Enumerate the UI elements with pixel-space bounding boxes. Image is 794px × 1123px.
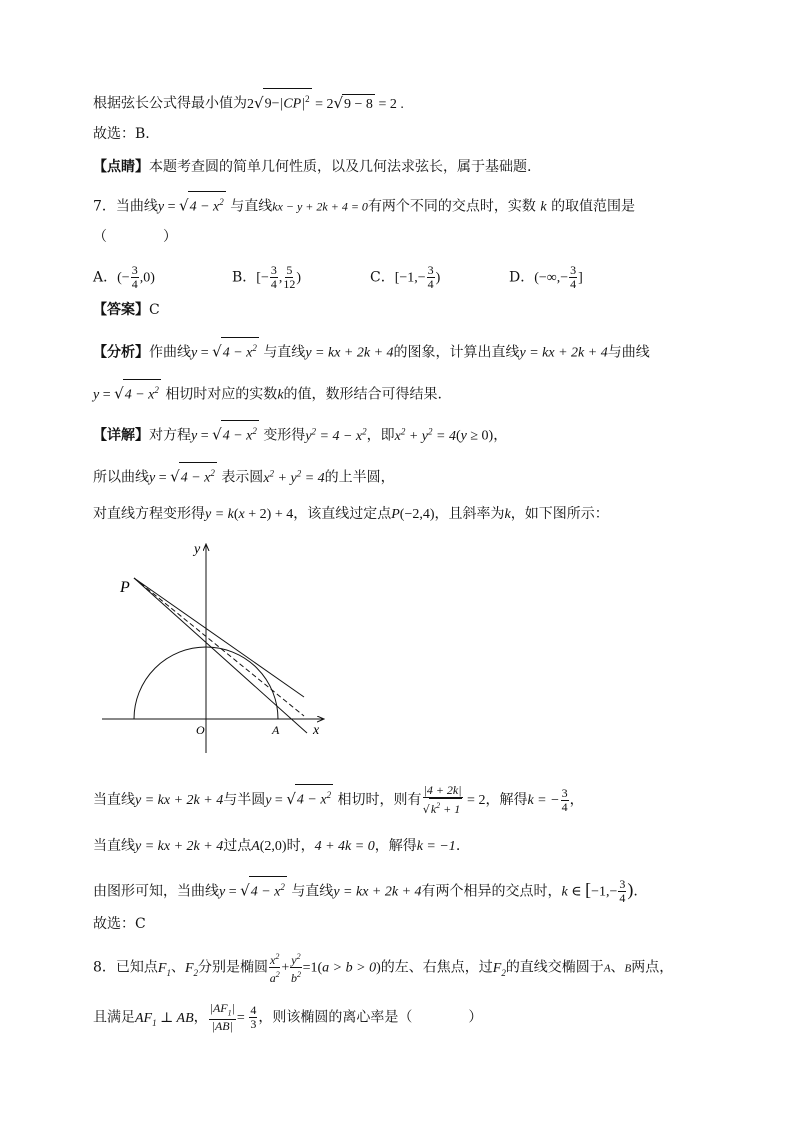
text: ，即	[366, 427, 395, 444]
text: 作曲线	[149, 344, 191, 361]
text: 对方程	[149, 427, 191, 444]
text: ，	[193, 1009, 208, 1026]
question-7-paren	[93, 227, 177, 247]
text: 相切时对应的实数	[165, 386, 278, 403]
chord-length-line	[93, 88, 404, 115]
text: ，	[493, 427, 508, 444]
question-8-line-1: 8．已知点$F_1$、$F_2$分别是椭圆 $\frac{x^2}{a^2}$ + $\frac{y^2}{b^2}$ =1(a > b > 0)的左、右焦点，过$F_2$的直线交椭圆于A、B两点，	[93, 952, 674, 985]
answer-value: C	[149, 302, 160, 318]
detail-line-7	[93, 914, 146, 934]
comment-line	[93, 157, 531, 177]
formula: $2√9-|CP|^2 = 2√9 - 8 = 2$ .	[247, 97, 404, 112]
text: 的上半圆，	[324, 469, 395, 486]
text: ，该直线过定点	[293, 506, 392, 522]
text: ，解得	[374, 838, 417, 854]
tag: 【答案】	[93, 302, 149, 318]
choice-a: A．(− $\frac{3}{4}$ ,0)	[93, 263, 155, 291]
text: 过点	[223, 838, 252, 854]
text: 、	[170, 959, 185, 976]
text: （ ）	[93, 229, 177, 245]
formula: y	[157, 199, 165, 215]
text: 的值，数形结合可得结果.	[283, 386, 442, 403]
detail-line-6: 由图形可知，当曲线$y = √4 - x^2$ 与直线y = kx + 2k + 4有两个相异的交点时，k ∈ [−1,− $\frac{3}{4}$ ).	[93, 877, 638, 906]
text: 的取值范围是	[551, 198, 636, 215]
text: 的左、右焦点，过	[380, 959, 493, 976]
text: 、	[610, 959, 625, 976]
question-number: 8．	[93, 959, 116, 976]
text: 变形得	[263, 427, 306, 444]
text: 所以曲线	[93, 469, 149, 486]
label-a: A	[272, 723, 280, 737]
text: .	[633, 883, 638, 900]
tangent-figure	[95, 535, 335, 765]
question-7-choices	[93, 264, 713, 294]
text: 与直线	[230, 198, 273, 215]
choice-d: D．(−∞,− $\frac{3}{4}$ ]	[509, 263, 583, 291]
text: 有两个相异的交点时，	[421, 883, 562, 900]
text: ，解得	[485, 792, 528, 808]
text: 表示圆	[221, 469, 264, 486]
text: 当直线	[93, 838, 135, 854]
label-y: y	[194, 542, 201, 557]
text: 的直线交椭圆于	[505, 959, 604, 976]
text: 分别是椭圆	[198, 959, 269, 976]
text: 当直线	[93, 792, 135, 808]
text: 当曲线	[115, 198, 158, 215]
text: 本题考查圆的简单几何性质，以及几何法求弦长，属于基础题.	[149, 159, 532, 175]
answer-line	[93, 300, 160, 320]
text: ，如下图所示：	[510, 506, 609, 522]
label-o: O	[196, 723, 205, 737]
detail-line-2: 所以曲线$y = √4 - x^2$ 表示圆$x^2 + y^2 = 4$的上半圆，	[93, 462, 395, 489]
tag: 【详解】	[93, 427, 149, 444]
text: 与直线	[291, 883, 334, 900]
text: 与直线	[263, 344, 306, 361]
tangent-line	[134, 578, 304, 697]
label-p: P	[120, 579, 130, 596]
question-7-stem: 7．当曲线$y = √4 - x^2$ 与直线kx − y + 2k + 4 = 0有两个不同的交点时，实数 k 的取值范围是	[93, 191, 635, 218]
choose-b-line	[93, 124, 150, 144]
detail-line-3: 对直线方程变形得y = k(x + 2) + 4，该直线过定点P(−2,4)，且斜率为k，如下图所示：	[93, 506, 609, 522]
text: 且满足	[93, 1009, 135, 1026]
text: ，则该椭圆的离心率是（ ）	[258, 1009, 483, 1026]
detail-line-5: 当直线y = kx + 2k + 4过点A(2,0)时，4 + 4k = 0，解得k = −1.	[93, 838, 461, 854]
text: 有两个不同的交点时，实数	[367, 198, 536, 215]
tag: 【分析】	[93, 344, 149, 361]
line-through-a	[134, 578, 307, 733]
text: ，且斜率为	[434, 506, 505, 522]
choice-b: B．[− $\frac{3}{4}$ , $\frac{5}{12}$ )	[232, 263, 302, 291]
text: .	[455, 838, 461, 854]
question-number: 7．	[93, 198, 116, 215]
text: 的图象，计算出直线	[393, 344, 520, 361]
text: 故选：B.	[93, 126, 150, 142]
detail-line-1: 【详解】对方程$y = √4 - x^2$ 变形得$y^2 = 4 - x^2$，即$x^2 + y^2 = 4(y \ge 0)$，	[93, 420, 507, 447]
tag: 【点睛】	[93, 159, 149, 175]
detail-line-4: 当直线y = kx + 2k + 4与半圆$y = √4 - x^2$ 相切时，则有 $\frac{|4 + 2k|}{√k^2 + 1}$ = 2，解得k = − $\frac{3}{4}$ ，	[93, 783, 584, 816]
text: 与半圆	[223, 792, 266, 808]
text: 故选：C	[93, 916, 146, 932]
text: 由图形可知，当曲线	[93, 883, 219, 900]
text: 根据弦长公式得最小值为	[93, 95, 247, 112]
text: 已知点	[115, 959, 158, 976]
text: 相切时，则有	[337, 792, 422, 808]
formula: kx − y + 2k + 4 = 0	[272, 199, 368, 214]
analysis-line-1: 【分析】作曲线$y = √4 - x^2$ 与直线y = kx + 2k + 4的图象，计算出直线y = kx + 2k + 4与曲线	[93, 337, 650, 364]
choice-c: C．[−1,− $\frac{3}{4}$ )	[370, 263, 441, 291]
question-8-line-2: 且满足$AF_1$ ⊥ AB， $\frac{|AF_1|}{|AB|}$ = $\frac{4}{3}$ ，则该椭圆的离心率是（ ）	[93, 1001, 483, 1034]
label-x: x	[313, 723, 320, 738]
analysis-line-2: $y = √4 - x^2$ 相切时对应的实数k的值，数形结合可得结果.	[93, 379, 442, 406]
text: 时，	[286, 838, 315, 854]
dashed-line	[134, 578, 304, 716]
text: 两点，	[631, 959, 674, 976]
text: 对直线方程变形得	[93, 506, 205, 522]
text: ，	[569, 792, 584, 808]
text: 与曲线	[607, 344, 650, 361]
